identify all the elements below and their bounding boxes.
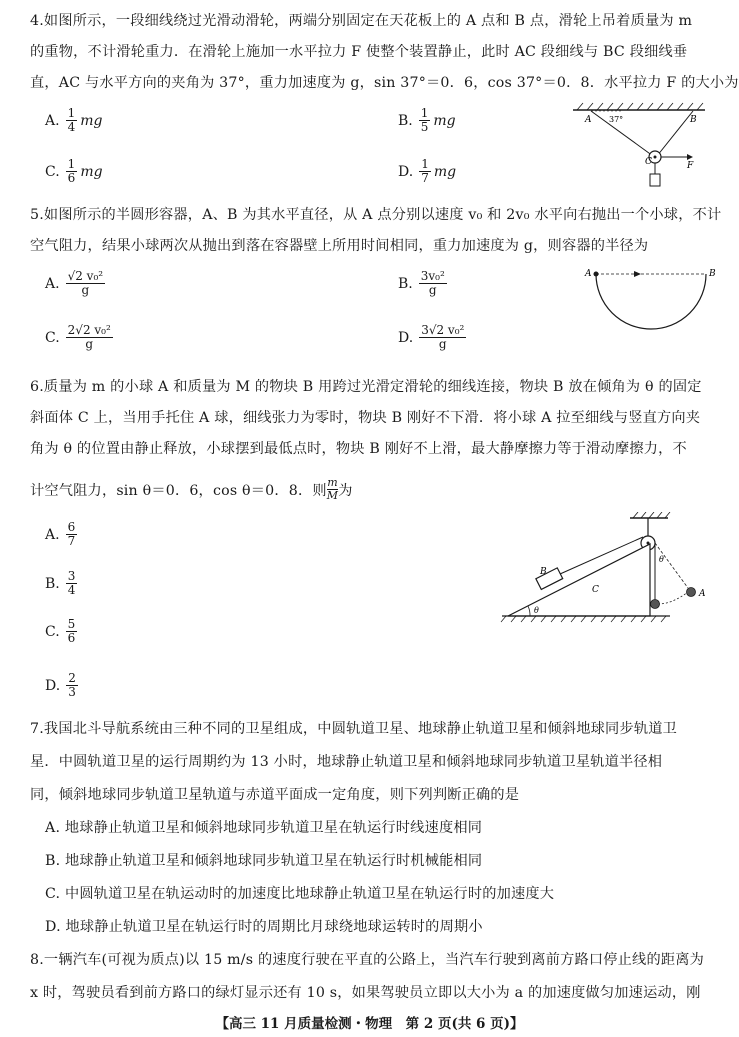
string-bc: [657, 111, 693, 156]
q6-option-d: D. $\frac{2}{3}$: [45, 671, 76, 699]
label-theta-pulley: θ: [659, 555, 664, 564]
q7-option-b: B. 地球静止轨道卫星和倾斜地球同步轨道卫星在轨运行时机械能相同: [45, 853, 483, 869]
q4-line-3: 直，AC 与水平方向的夹角为 37°，重力加速度为 g，sin 37°＝0．6，cos 37°＝0．8．水平拉力 F 的大小为: [30, 75, 739, 91]
q7-option-c: C. 中圆轨道卫星在轨运动时的加速度比地球静止轨道卫星在轨运行时的加速度大: [45, 886, 555, 902]
semicircle-container: [596, 274, 706, 329]
incline-c: [508, 544, 650, 616]
q6-line-3: 角为 θ 的位置由静止释放，小球摆到最低点时，物块 B 刚好不上滑，最大静摩擦力等于滑动摩擦力，不: [30, 441, 687, 457]
q7-line-2: 星．中圆轨道卫星的运行周期约为 13 小时，地球静止轨道卫星和倾斜地球同步轨道卫星轨道半径相: [30, 754, 663, 770]
q6-ratio: $\frac{m}{M}$: [326, 476, 339, 502]
ball-lowest: [651, 600, 660, 609]
label-theta: θ: [534, 606, 539, 615]
label-b: B: [690, 115, 697, 125]
page-footer: 【高三 11 月质量检测・物理 第 2 页(共 6 页)】: [215, 1016, 524, 1032]
q8-line-1: 8.一辆汽车(可视为质点)以 15 m/s 的速度行驶在平直的公路上，当汽车行驶到离前方路口停止线的距离为: [30, 952, 704, 968]
q4-option-c: C. $\frac{1}{6}$ mg: [45, 157, 103, 185]
label-a: A: [699, 589, 706, 599]
q6-option-b: B. $\frac{3}{4}$: [45, 569, 76, 597]
label-b: B: [709, 269, 716, 279]
q4-line-2: 的重物，不计滑轮重力．在滑轮上施加一水平拉力 F 使整个装置静止，此时 AC 段细线与 BC 段细线垂: [30, 44, 688, 60]
q5-option-a: A. $\frac{\text{√2 v₀²}}{g}$: [45, 269, 104, 297]
q5-option-b: B. $\frac{\text{3v₀²}}{g}$: [398, 269, 445, 297]
q6-line-2: 斜面体 C 上，当用手托住 A 球，细线张力为零时，物块 B 刚好不下滑．将小球 A 拉至细线与竖直方向夹: [30, 410, 701, 426]
q5-semicircle-figure: [580, 262, 720, 358]
q5-line-1: 5.如图所示的半圆形容器，A、B 为其水平直径，从 A 点分别以速度 v₀ 和 2v₀ 水平向右抛出一个小球，不计: [30, 207, 722, 223]
ball-a: [687, 588, 696, 597]
label-b: B: [540, 567, 547, 577]
q6-incline-figure: [500, 512, 720, 624]
hanging-weight: [650, 174, 660, 186]
label-angle: 37°: [609, 115, 624, 124]
q4-pulley-figure: [565, 100, 715, 192]
q7-line-3: 同，倾斜地球同步轨道卫星轨道与赤道平面成一定角度，则下列判断正确的是: [30, 787, 520, 803]
swing-arc: [658, 592, 688, 604]
label-c: C: [645, 157, 652, 167]
label-a: A: [585, 115, 592, 125]
label-c: C: [592, 585, 599, 595]
q6-option-a: A. $\frac{6}{7}$: [45, 520, 76, 548]
q4-option-b: B. $\frac{1}{5}$ mg: [398, 106, 456, 134]
q4-option-d: D. $\frac{1}{7}$ mg: [398, 157, 457, 185]
q5-option-d: D. $\frac{\text{3√2 v₀²}}{g}$: [398, 323, 465, 351]
string-a-displaced: [655, 543, 688, 588]
q6-line-4: 计空气阻力，sin θ＝0．6，cos θ＝0．8．则 $\frac{m}{M}$ 为: [30, 476, 353, 502]
q6-line-1: 6.质量为 m 的小球 A 和质量为 M 的物块 B 用跨过光滑定滑轮的细线连接，物块 B 放在倾角为 θ 的固定: [30, 379, 702, 395]
q4-line-1: 4.如图所示，一段细线绕过光滑动滑轮，两端分别固定在天花板上的 A 点和 B 点，滑轮上吊着质量为 m: [30, 13, 693, 29]
label-a: A: [585, 269, 592, 279]
q5-line-2: 空气阻力，结果小球两次从抛出到落在容器壁上所用时间相同，重力加速度为 g，则容器的半径为: [30, 238, 649, 254]
q7-line-1: 7.我国北斗导航系统由三种不同的卫星组成，中圆轨道卫星、地球静止轨道卫星和倾斜地球同步轨道卫: [30, 721, 677, 737]
ceiling-hatch: [577, 103, 703, 110]
label-f: F: [687, 161, 694, 171]
q6-option-c: C. $\frac{5}{6}$: [45, 617, 76, 645]
q4-option-a: A. $\frac{1}{4}$ mg: [45, 106, 103, 134]
q5-option-c: C. $\frac{\text{2√2 v₀²}}{g}$: [45, 323, 111, 351]
q7-option-d: D. 地球静止轨道卫星在轨运行时的周期比月球绕地球运转时的周期小: [45, 919, 483, 935]
ball-at-a: [594, 272, 599, 277]
q8-line-2: x 时，驾驶员看到前方路口的绿灯显示还有 10 s，如果驾驶员立即以大小为 a 的加速度做匀加速运动，刚: [30, 985, 701, 1001]
q7-option-a: A. 地球静止轨道卫星和倾斜地球同步轨道卫星在轨运行时线速度相同: [45, 820, 483, 836]
